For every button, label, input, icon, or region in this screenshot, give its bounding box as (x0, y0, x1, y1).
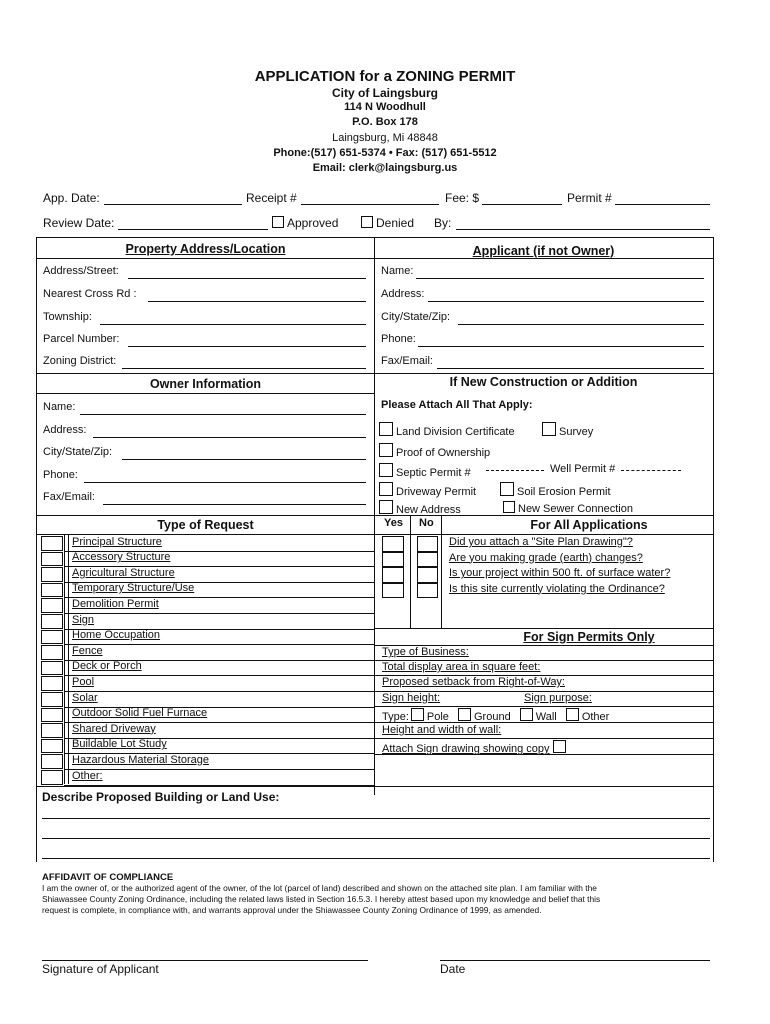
by-field[interactable] (456, 229, 710, 230)
applicant-fax-label: Fax/Email: (381, 355, 433, 367)
owner-fax-field[interactable] (103, 504, 366, 505)
affidavit-line-2: Shiawassee County Zoning Ordinance, including the related laws listed in Section 16.5.3. I hereby attest based upon my knowledge and belief that this (42, 894, 601, 904)
signature-label: Signature of Applicant (42, 962, 159, 976)
fee-label: Fee: $ (445, 191, 480, 205)
driveway-option[interactable] (379, 482, 476, 498)
request-item-label: Hazardous Material Storage (72, 753, 209, 766)
no-question-divider (441, 515, 442, 628)
owner-heading: Owner Information (149, 377, 262, 391)
divider (375, 722, 713, 723)
applicant-address-label: Address: (381, 288, 425, 300)
sign-heading: For Sign Permits Only (523, 630, 655, 644)
request-item-label: Sign (72, 613, 95, 626)
other-label: Other (581, 711, 610, 723)
property-zoning-label: Zoning District: (43, 355, 117, 367)
request-checkbox[interactable] (41, 692, 63, 707)
request-row-divider (64, 691, 375, 692)
request-row-divider (64, 675, 375, 676)
yes-checkbox[interactable] (382, 536, 404, 552)
denied-label: Denied (376, 216, 415, 230)
describe-line-1[interactable] (42, 818, 710, 819)
applicant-phone-field[interactable] (418, 346, 704, 347)
no-checkbox[interactable] (417, 567, 438, 583)
wall-hw-label: Height and width of wall: (382, 724, 502, 736)
request-item-label: Temporary Structure/Use (72, 582, 195, 595)
review-date-field[interactable] (118, 229, 268, 230)
affidavit-line-1: I am the owner of, or the authorized agent of the owner, of the lot (parcel of land) described and shown on the attached site plan. I am familiar with the (42, 883, 597, 893)
yes-checkbox[interactable] (382, 567, 404, 583)
request-row-divider (64, 769, 375, 770)
request-row-divider (64, 644, 375, 645)
ground-checkbox[interactable] (458, 708, 471, 721)
property-heading: Property Address/Location (125, 242, 286, 256)
request-item-label: Deck or Porch (72, 660, 142, 673)
new-sewer-label: New Sewer Connection (518, 503, 633, 515)
request-item-label: Other: (72, 769, 103, 782)
form-title: APPLICATION for a ZONING PERMIT (254, 68, 516, 85)
request-checkbox[interactable] (41, 708, 63, 723)
soil-option[interactable] (500, 482, 611, 498)
phone-fax: Phone:(517) 651-5374 • Fax: (517) 651-5512 (273, 147, 497, 159)
applicant-heading: Applicant (if not Owner) (472, 244, 615, 258)
no-checkbox[interactable] (417, 552, 438, 568)
survey-option[interactable] (542, 422, 593, 438)
owner-phone-field[interactable] (84, 482, 366, 483)
soil-label: Soil Erosion Permit (517, 486, 611, 498)
new-address-label: New Address (396, 504, 461, 516)
owner-address-label: Address: (43, 424, 87, 436)
new-address-checkbox[interactable] (379, 500, 393, 514)
date-field[interactable] (440, 960, 710, 961)
no-column-label: No (419, 517, 434, 529)
request-item-label: Principal Structure (72, 535, 162, 548)
fee-field[interactable] (482, 204, 562, 205)
request-checkbox[interactable] (41, 739, 63, 754)
request-checkbox[interactable] (41, 723, 63, 738)
applicant-phone-label: Phone: (381, 333, 416, 345)
new-sewer-checkbox[interactable] (503, 501, 515, 513)
survey-label: Survey (559, 426, 594, 438)
soil-checkbox[interactable] (500, 482, 514, 496)
po-box: P.O. Box 178 (352, 116, 418, 128)
ground-label: Ground (474, 711, 511, 723)
land-division-label: Land Division Certificate (396, 426, 515, 438)
divider (375, 754, 713, 755)
property-parcel-label: Parcel Number: (43, 333, 120, 345)
display-area-label: Total display area in square feet: (382, 661, 541, 673)
divider (36, 373, 713, 374)
owner-address-field[interactable] (93, 437, 366, 438)
construction-heading: If New Construction or Addition (449, 375, 638, 389)
land-division-checkbox[interactable] (379, 422, 393, 436)
receipt-label: Receipt # (246, 191, 297, 205)
request-row-divider (64, 613, 375, 614)
property-address-label: Address/Street: (43, 265, 119, 277)
denied-checkbox[interactable] (361, 216, 373, 228)
survey-checkbox[interactable] (542, 422, 556, 436)
attach-drawing-row (382, 740, 569, 755)
divider (375, 706, 713, 707)
septic-checkbox[interactable] (379, 463, 393, 477)
affidavit-line-3: request is complete, in compliance with, and warrants approval under the Shiawassee County Zoning Ordinance of 1999, as amended. (42, 905, 542, 915)
applicant-city-label: City/State/Zip: (381, 311, 451, 323)
divider (375, 628, 713, 629)
request-checkbox[interactable] (41, 536, 63, 551)
septic-label: Septic Permit # (396, 467, 471, 479)
all-apps-heading: For All Applications (530, 518, 648, 532)
divider (36, 786, 713, 787)
review-date-label: Review Date: (43, 216, 115, 230)
property-crossrd-field[interactable] (148, 301, 366, 302)
driveway-label: Driveway Permit (396, 486, 477, 498)
question-label: Are you making grade (earth) changes? (449, 551, 643, 564)
request-checkbox[interactable] (41, 661, 63, 676)
app-date-label: App. Date: (43, 191, 100, 205)
question-label: Is this site currently violating the Ordinance? (449, 582, 665, 595)
request-item-label: Demolition Permit (72, 597, 159, 610)
septic-option[interactable] (379, 463, 471, 479)
no-checkbox[interactable] (417, 536, 438, 552)
question-label: Did you attach a "Site Plan Drawing"? (449, 536, 633, 548)
permit-label: Permit # (567, 191, 612, 205)
question-label: Is your project within 500 ft. of surface water? (449, 567, 671, 579)
proof-option[interactable] (379, 443, 490, 459)
owner-name-field[interactable] (80, 414, 366, 415)
request-checkbox[interactable] (41, 552, 63, 567)
property-zoning-field[interactable] (122, 368, 366, 369)
request-item-label: Solar (72, 691, 98, 704)
affidavit-heading: AFFIDAVIT OF COMPLIANCE (42, 872, 174, 883)
center-divider (374, 237, 375, 795)
other-checkbox[interactable] (566, 708, 579, 721)
request-item-label: Fence (72, 644, 103, 657)
request-item-label: Outdoor Solid Fuel Furnace (72, 707, 208, 720)
divider (36, 393, 375, 394)
signature-field[interactable] (42, 960, 368, 961)
proof-checkbox[interactable] (379, 443, 393, 457)
request-checkbox[interactable] (41, 630, 63, 645)
request-item-label: Buildable Lot Study (72, 738, 167, 751)
sign-type-row (382, 708, 609, 723)
property-parcel-field[interactable] (128, 346, 366, 347)
request-checkbox[interactable] (41, 598, 63, 613)
attach-drawing-checkbox[interactable] (553, 740, 566, 753)
request-heading: Type of Request (157, 518, 254, 532)
sign-type-label: Type: (382, 711, 409, 723)
approved-label: Approved (287, 216, 339, 230)
new-address-option[interactable] (379, 500, 461, 516)
request-item-label: Shared Driveway (72, 722, 156, 735)
date-label: Date (440, 962, 466, 976)
receipt-field[interactable] (301, 204, 439, 205)
property-township-field[interactable] (100, 324, 366, 325)
app-date-field[interactable] (104, 204, 242, 205)
land-division-option[interactable] (379, 422, 515, 438)
describe-label: Describe Proposed Building or Land Use: (42, 790, 280, 804)
request-item-label: Accessory Structure (72, 551, 171, 564)
by-label: By: (434, 216, 452, 230)
divider (375, 534, 713, 535)
request-checkbox[interactable] (41, 645, 63, 660)
yes-no-divider (410, 515, 411, 628)
pole-label: Pole (426, 711, 449, 723)
request-item-label: Agricultural Structure (72, 566, 175, 579)
sign-purpose-label: Sign purpose: (524, 692, 592, 704)
no-checkbox[interactable] (417, 583, 438, 599)
describe-line-3[interactable] (42, 858, 710, 859)
street-address: 114 N Woodhull (344, 101, 426, 113)
applicant-name-label: Name: (381, 265, 414, 277)
owner-name-label: Name: (43, 401, 76, 413)
approved-checkbox[interactable] (272, 216, 284, 228)
request-checkbox[interactable] (41, 583, 63, 598)
divider (375, 738, 713, 739)
owner-city-label: City/State/Zip: (43, 446, 113, 458)
new-sewer-option[interactable] (503, 501, 633, 515)
setback-label: Proposed setback from Right-of-Way: (382, 676, 565, 688)
yes-checkbox[interactable] (382, 552, 404, 568)
city-name: City of Laingsburg (332, 86, 438, 100)
type-business-label: Type of Business: (382, 646, 469, 658)
pole-checkbox[interactable] (411, 708, 424, 721)
divider (36, 258, 713, 259)
owner-phone-label: Phone: (43, 469, 78, 481)
owner-fax-label: Fax/Email: (43, 491, 95, 503)
well-label: Well Permit # (550, 463, 616, 475)
request-checkbox[interactable] (41, 614, 63, 629)
property-township-label: Township: (43, 311, 92, 323)
request-item-label: Pool (72, 675, 95, 688)
driveway-checkbox[interactable] (379, 482, 393, 496)
proof-label: Proof of Ownership (396, 447, 491, 459)
attach-drawing-label: Attach Sign drawing showing copy (382, 743, 550, 755)
divider (36, 515, 713, 516)
request-checkbox[interactable] (41, 754, 63, 769)
yes-checkbox[interactable] (382, 583, 404, 599)
property-address-field[interactable] (128, 278, 366, 279)
city-state-zip: Laingsburg, Mi 48848 (332, 132, 438, 144)
yes-column-label: Yes (384, 517, 403, 529)
property-crossrd-label: Nearest Cross Rd : (43, 288, 137, 300)
attach-instructions: Please Attach All That Apply: (381, 399, 533, 411)
septic-number-field[interactable] (486, 470, 544, 471)
request-checkbox[interactable] (41, 770, 63, 785)
applicant-address-field[interactable] (428, 301, 704, 302)
well-number-field[interactable] (621, 470, 681, 471)
applicant-name-field[interactable] (416, 278, 704, 279)
request-checkbox[interactable] (41, 676, 63, 691)
describe-line-2[interactable] (42, 838, 710, 839)
permit-field[interactable] (615, 204, 710, 205)
approved-option[interactable] (272, 216, 338, 230)
email: Email: clerk@laingsburg.us (312, 162, 458, 174)
wall-checkbox[interactable] (520, 708, 533, 721)
applicant-fax-field[interactable] (437, 368, 704, 369)
owner-city-field[interactable] (122, 459, 366, 460)
request-checkbox[interactable] (41, 567, 63, 582)
wall-label: Wall (535, 711, 557, 723)
request-item-label: Home Occupation (72, 629, 161, 642)
denied-option[interactable] (361, 216, 414, 230)
sign-height-label: Sign height: (382, 692, 441, 704)
applicant-city-field[interactable] (458, 324, 704, 325)
